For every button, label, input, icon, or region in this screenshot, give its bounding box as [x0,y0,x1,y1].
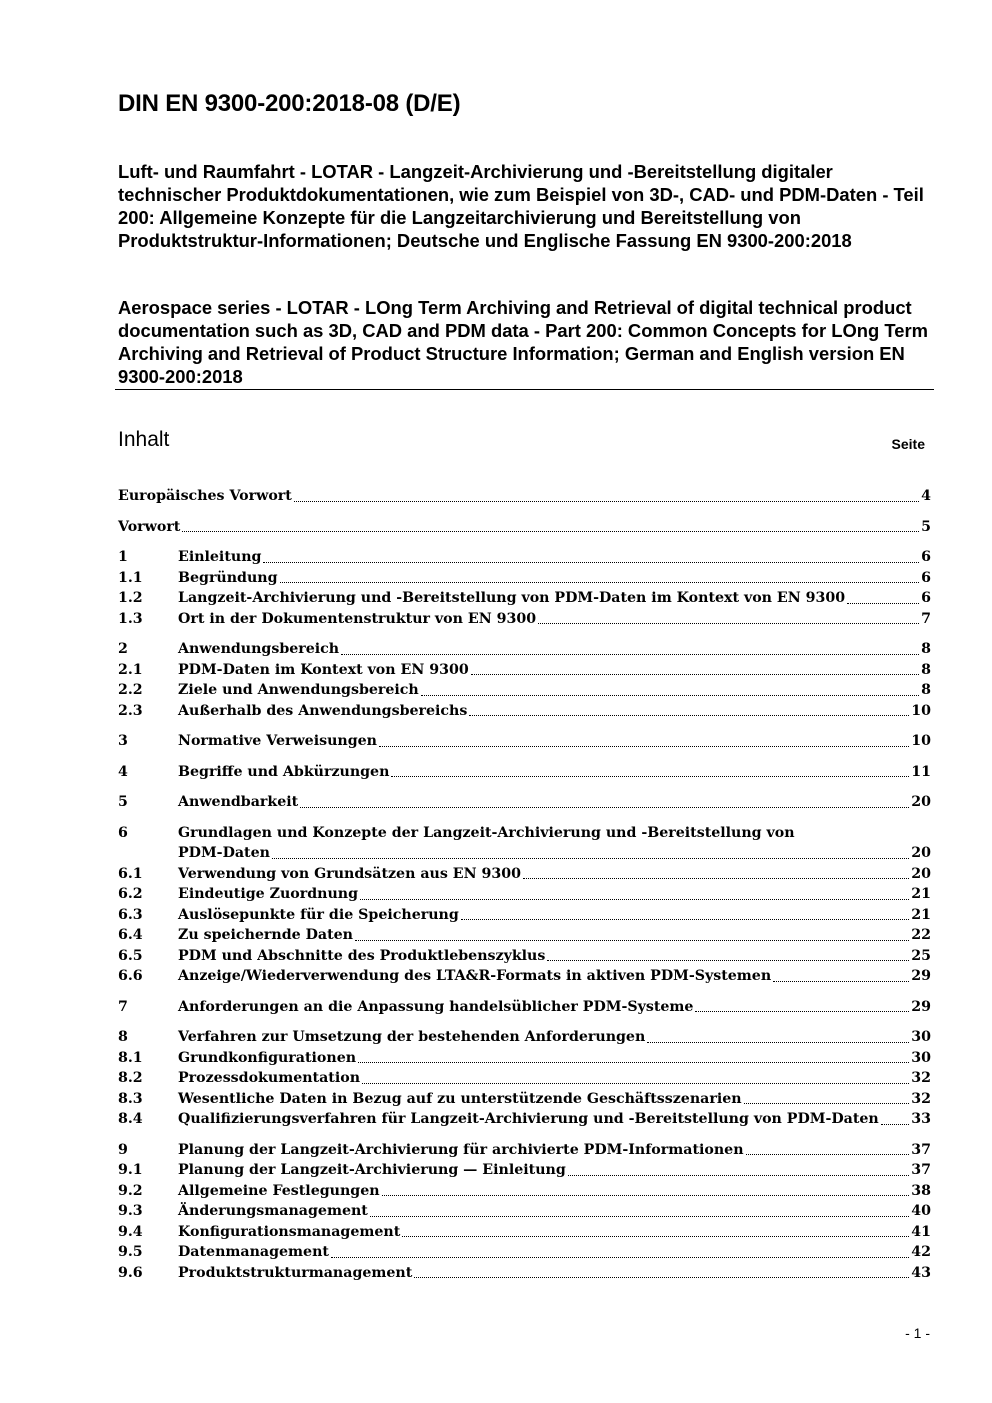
toc-entry[interactable]: 8.2 Prozessdokumentation 32 [118,1070,931,1086]
toc-entry[interactable]: 9 Planung der Langzeit-Archivierung für archivierte PDM-Informationen 37 [118,1141,931,1158]
toc-entry[interactable]: 2.3 Außerhalb des Anwendungsbereichs 10 [118,702,931,719]
toc-entry[interactable]: 6.2 Eindeutige Zuordnung 21 [118,886,931,902]
toc-entry[interactable]: 5 Anwendbarkeit 20 [118,794,931,810]
subtitle-english: Aerospace series - LOTAR - LOng Term Archiving and Retrieval of digital technical product documentation such as 3D, CAD and PDM data - Part 200: Common Concepts for LOng Term Archiving and Retrieval of Product Structure Information; German and English version EN 9300-200:2018 [118,297,928,387]
toc-entry[interactable]: 9.5 Datenmanagement 42 [118,1244,931,1260]
toc-entry[interactable]: 6.1 Verwendung von Grundsätzen aus EN 9300 20 [118,865,931,882]
toc-entry[interactable]: 1.3 Ort in der Dokumentenstruktur von EN 9300 7 [118,610,931,627]
table-of-contents [118,486,931,1283]
toc-entry[interactable]: 8.1 Grundkonfigurationen 30 [118,1049,931,1066]
toc-entry[interactable]: 8.3 Wesentliche Daten in Bezug auf zu unterstützende Geschäftsszenarien 32 [118,1090,931,1107]
toc-entry[interactable]: 9.3 Änderungsmanagement 40 [118,1203,931,1219]
toc-entry[interactable]: 2 Anwendungsbereich 8 [118,641,931,657]
toc-entry[interactable]: 6.3 Auslösepunkte für die Speicherung 21 [118,906,931,923]
toc-page-label: Seite [891,436,925,452]
toc-entry[interactable]: 9.4 Konfigurationsmanagement 41 [118,1223,931,1240]
toc-entry[interactable]: 6.6 Anzeige/Wiederverwendung des LTA&R-Formats in aktiven PDM-Systemen 29 [118,968,931,984]
toc-entry[interactable]: 9.6 Produktstrukturmanagement 43 [118,1264,931,1281]
toc-entry[interactable]: 7 Anforderungen an die Anpassung handelsüblicher PDM-Systeme 29 [118,998,931,1015]
page-number: - 1 - [905,1325,930,1341]
toc-entry[interactable]: 8 Verfahren zur Umsetzung der bestehenden Anforderungen 30 [118,1029,931,1045]
title-divider [115,389,934,390]
toc-entry[interactable]: 6.4 Zu speichernde Daten 22 [118,927,931,943]
toc-entry[interactable]: 2.1 PDM-Daten im Kontext von EN 9300 8 [118,661,931,678]
toc-entry[interactable]: 1.2 Langzeit-Archivierung und -Bereitstellung von PDM-Daten im Kontext von EN 9300 6 [118,590,931,606]
toc-entry[interactable]: 1 Einleitung 6 [118,549,931,565]
toc-entry[interactable]: 4 Begriffe und Abkürzungen 11 [118,763,931,780]
toc-entry[interactable]: 1.1 Begründung 6 [118,569,931,586]
subtitle-german: Luft- und Raumfahrt - LOTAR - Langzeit-Archivierung und -Bereitstellung digitaler technischer Produktdokumentationen, wie zum Beispiel von 3D-, CAD- und PDM-Daten - Teil 200: Allgemeine Konzepte für die Langzeitarchivierung und Bereitstellung von Produktstruktur-Informationen; Deutsche und Englische Fassung EN 9300-200:2018 [118,161,924,251]
document-title: DIN EN 9300-200:2018-08 (D/E) [118,90,461,117]
toc-entry[interactable]: 3 Normative Verweisungen 10 [118,733,931,749]
toc-entry[interactable]: 9.1 Planung der Langzeit-Archivierung — Einleitung 37 [118,1162,931,1178]
toc-entry[interactable]: 9.2 Allgemeine Festlegungen 38 [118,1182,931,1199]
toc-entry[interactable]: 8.4 Qualifizierungsverfahren für Langzeit-Archivierung und -Bereitstellung von PDM-Daten 33 [118,1111,931,1127]
toc-heading: Inhalt [118,428,170,451]
toc-entry[interactable]: 6 Grundlagen und Konzepte der Langzeit-Archivierung und -Bereitstellung von PDM-Daten 20 [118,824,931,861]
toc-entry[interactable]: 2.2 Ziele und Anwendungsbereich 8 [118,682,931,698]
toc-entry[interactable]: Vorwort 5 [118,518,931,535]
toc-entry[interactable]: Europäisches Vorwort 4 [118,488,931,504]
toc-entry[interactable]: 6.5 PDM und Abschnitte des Produktlebenszyklus 25 [118,947,931,964]
